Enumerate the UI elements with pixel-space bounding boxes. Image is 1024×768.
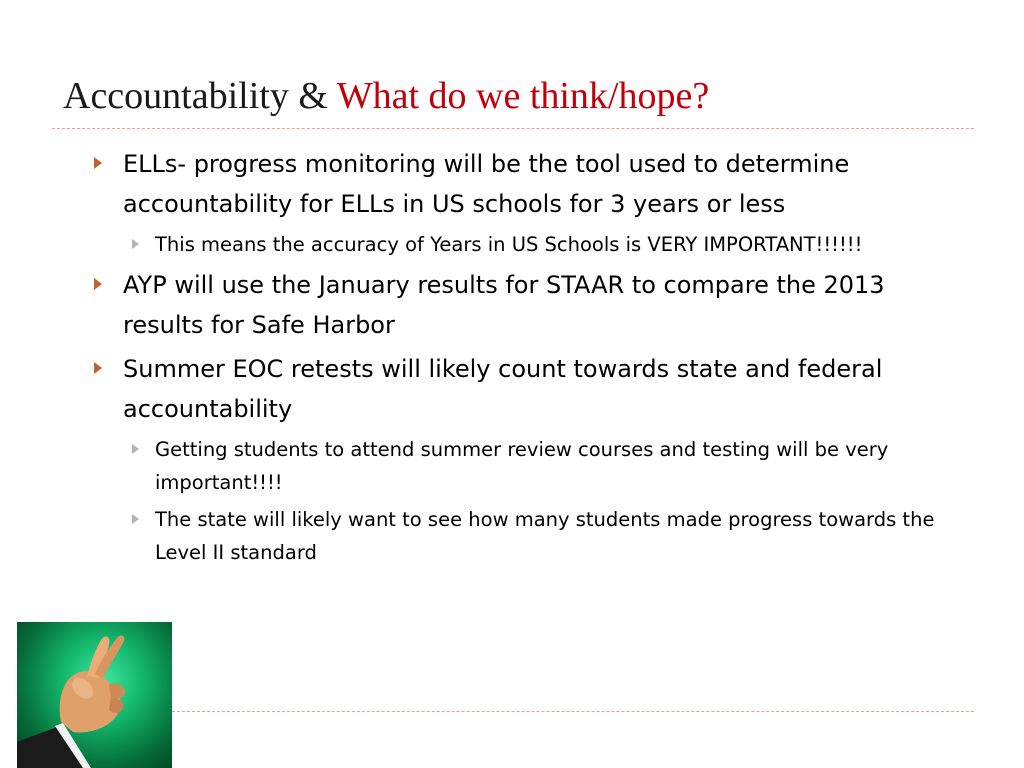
- title-accent: What do we think/hope?: [336, 75, 710, 117]
- bullet-text: ELLs- progress monitoring will be the tool used to determine accountability for ELLs in US schools for 3 years or less: [123, 150, 850, 218]
- bullet-arrow-icon: [94, 278, 102, 290]
- bullet-item: [92, 349, 972, 429]
- sub-bullet-item: [92, 503, 972, 569]
- sub-bullet-arrow-icon: [132, 239, 139, 249]
- slide-title: [63, 74, 709, 118]
- crossed-fingers-hand-icon: [17, 622, 172, 768]
- sub-bullet-item: [92, 228, 972, 261]
- sub-bullet-text: The state will likely want to see how many students made progress towards the Level II standard: [155, 508, 935, 564]
- bullet-text: Summer EOC retests will likely count towards state and federal accountability: [123, 355, 883, 423]
- bullet-text: AYP will use the January results for STAAR to compare the 2013 results for Safe Harbor: [123, 271, 885, 339]
- title-text: Accountability &: [63, 75, 328, 117]
- sub-bullet-arrow-icon: [132, 444, 139, 454]
- title-divider: [52, 128, 974, 129]
- bullet-list: [92, 144, 972, 573]
- crossed-fingers-photo: [17, 622, 172, 768]
- bullet-item: [92, 265, 972, 345]
- footer-divider: [172, 711, 974, 712]
- sub-bullet-text: This means the accuracy of Years in US Schools is VERY IMPORTANT!!!!!!: [155, 233, 863, 256]
- bullet-arrow-icon: [94, 362, 102, 374]
- bullet-item: [92, 144, 972, 224]
- bullet-arrow-icon: [94, 157, 102, 169]
- sub-bullet-arrow-icon: [132, 514, 139, 524]
- sub-bullet-text: Getting students to attend summer review courses and testing will be very important!!!!: [155, 438, 889, 494]
- sub-bullet-item: [92, 433, 972, 499]
